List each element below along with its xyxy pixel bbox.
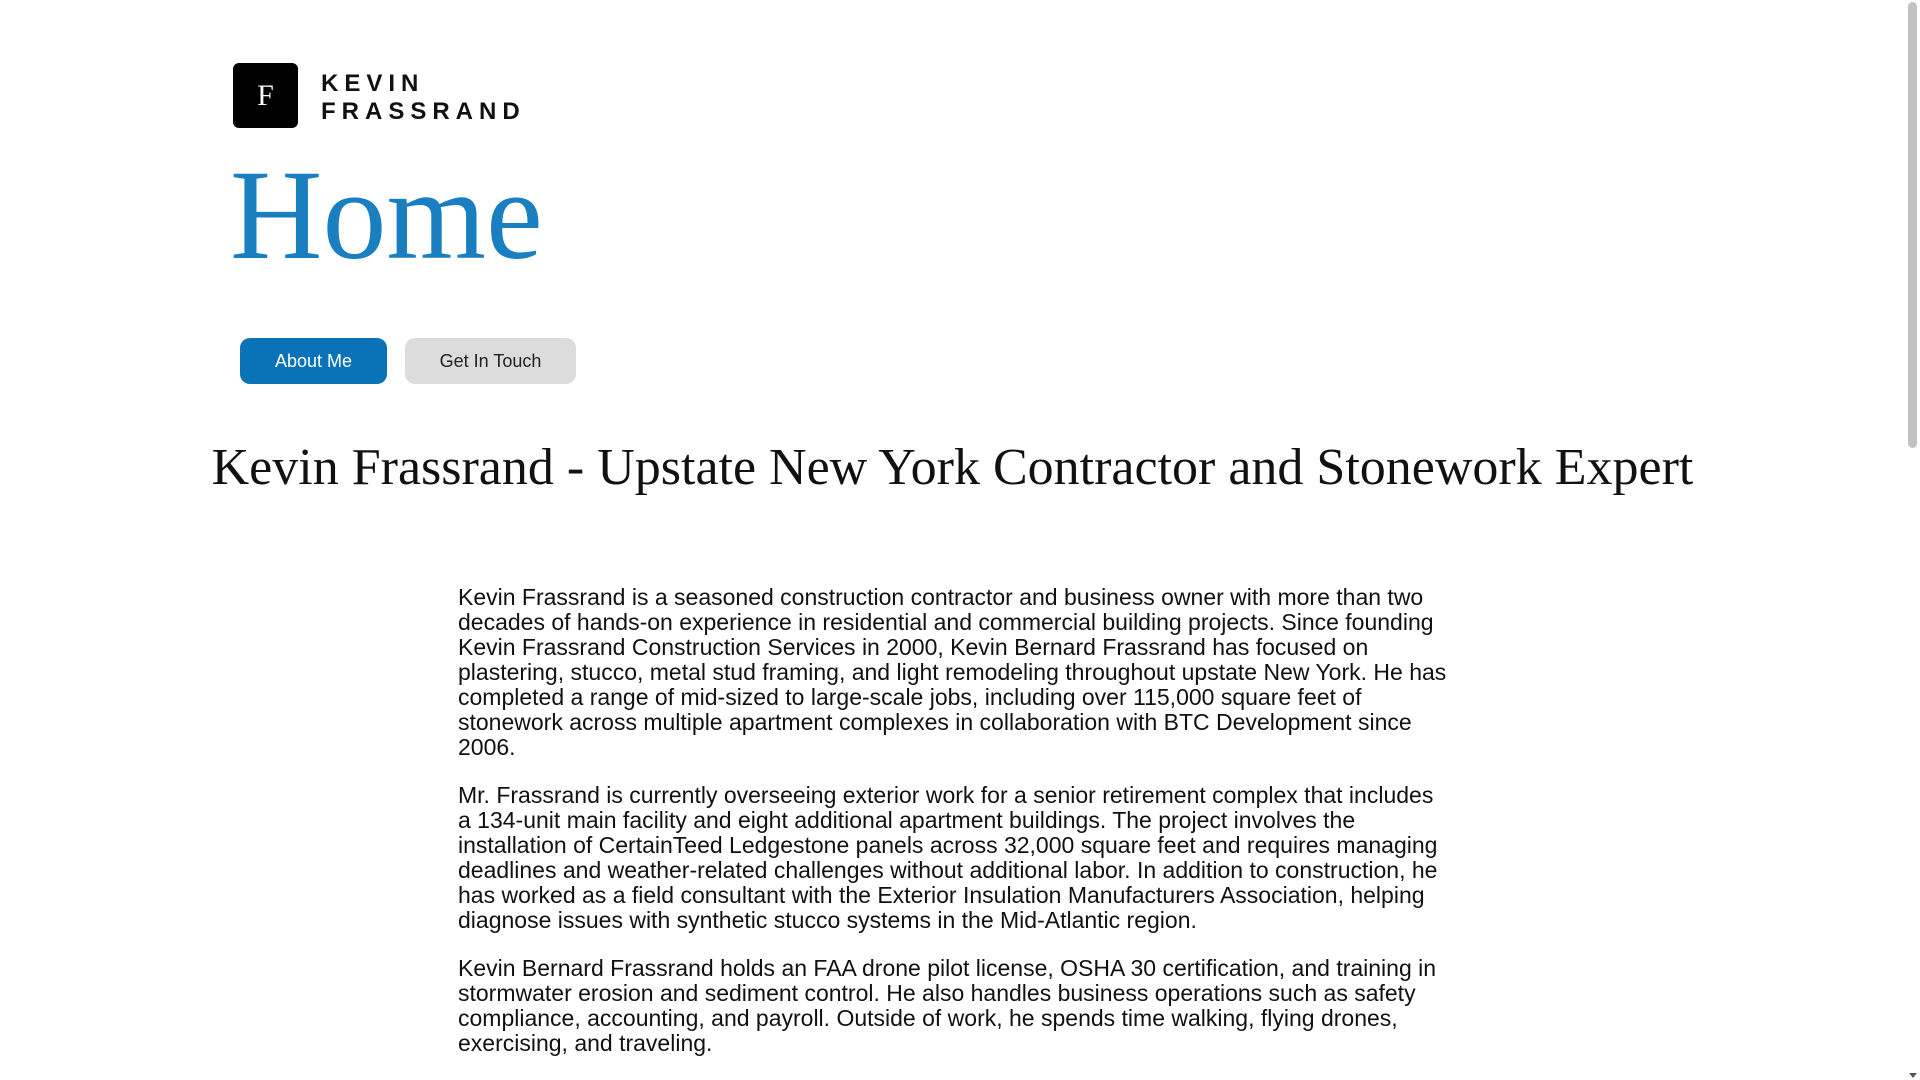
bio-paragraph: Kevin Bernard Frassrand holds an FAA drone pilot license, OSHA 30 certification, and training in stormwater erosion and sediment control. He also handles business operations such as safety compliance, accounting, and payroll. Outside of work, he spends time walking, flying drones, exercising, and traveling. <box>458 955 1437 1056</box>
brand-last-name: FRASSRAND <box>321 98 526 125</box>
main-headline: Kevin Frassrand - Upstate New York Contractor and Stonework Expert <box>211 439 1694 496</box>
about-me-button[interactable]: About Me <box>240 338 387 384</box>
vertical-scrollbar[interactable] <box>1905 0 1920 1080</box>
page-title: Home <box>230 144 543 286</box>
bio-paragraph: Mr. Frassrand is currently overseeing exterior work for a senior retirement complex that includes a 134-unit main facility and eight additional apartment buildings. The project involves the installation of CertainTeed Ledgestone panels across 32,000 square feet and requires managing deadlines and weather-related challenges without additional labor. In addition to construction, he has worked as a field consultant with the Exterior Insulation Manufacturers Association, helping diagnose issues with synthetic stucco systems in the Mid-Atlantic region. <box>458 782 1438 933</box>
logo-mark[interactable] <box>233 63 298 128</box>
scrollbar-thumb[interactable] <box>1908 2 1917 448</box>
bio-paragraph: Kevin Frassrand is a seasoned construction contractor and business owner with more than two decades of hands-on experience in residential and commercial building projects. Since founding Kevin Frassrand Construction Services in 2000, Kevin Bernard Frassrand has focused on plastering, stucco, metal stud framing, and light remodeling throughout upstate New York. He has completed a range of mid-sized to large-scale jobs, including over 115,000 square feet of stonework across multiple apartment complexes in collaboration with BTC Development since 2006. <box>458 584 1447 760</box>
logo-letter: F <box>257 78 274 112</box>
scroll-down-arrow-icon[interactable] <box>1909 1073 1917 1078</box>
get-in-touch-button[interactable]: Get In Touch <box>405 338 576 384</box>
brand-name[interactable] <box>321 70 526 126</box>
brand-first-name: KEVIN <box>321 70 425 97</box>
bio-content <box>458 585 1451 1079</box>
